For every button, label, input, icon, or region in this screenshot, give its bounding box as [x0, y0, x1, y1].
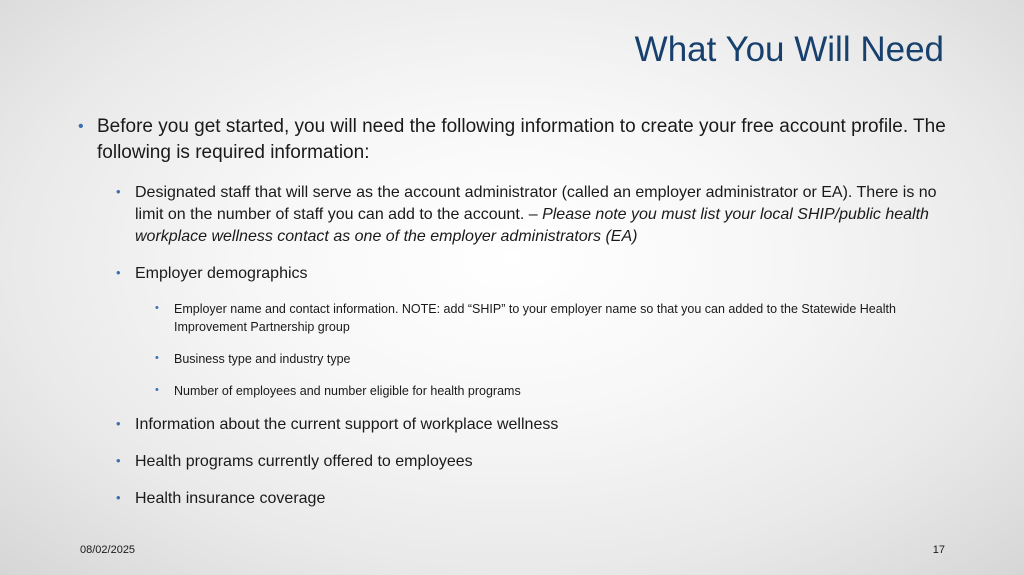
bullet-dot-icon: • [155, 384, 159, 396]
bullet-level2 [116, 263, 955, 285]
bullet-text: Health insurance coverage [135, 490, 326, 507]
bullet-text: Employer name and contact information. NOTE: add “SHIP” to your employer name so that you can added to the Statewide Health Improvement Partnership group [174, 302, 896, 334]
bullet-level2 [116, 182, 955, 248]
bullet-text: Information about the current support of workplace wellness [135, 416, 559, 433]
bullet-dot-icon: • [155, 352, 159, 364]
bullet-dot-icon: • [116, 453, 121, 468]
bullet-text: Employer demographics [135, 265, 308, 282]
bullet-dot-icon: • [116, 265, 121, 280]
bullet-dot-icon: • [116, 490, 121, 505]
bullet-level2 [116, 451, 955, 473]
bullet-dot-icon: • [116, 416, 121, 431]
bullet-text: Number of employees and number eligible for health programs [174, 384, 521, 398]
footer-date: 08/02/2025 [80, 544, 136, 556]
bullet-level3 [155, 300, 934, 336]
page-number: 17 [932, 544, 945, 556]
bullet-dot-icon: • [116, 184, 121, 199]
bullet-note-italic: Please note you must list your local SHIP/public health workplace wellness contact as one of the employer administrators (EA) [135, 206, 929, 245]
bullet-level3 [155, 382, 934, 400]
bullet-dot-icon: • [155, 302, 159, 314]
bullet-dot-icon: • [78, 118, 84, 135]
bullet-text: Health programs currently offered to employees [135, 453, 473, 470]
slide-content [78, 114, 948, 525]
bullet-text: Before you get started, you will need the following information to create your free account profile. The following is required information: [97, 116, 946, 163]
bullet-level2 [116, 414, 955, 436]
slide-title: What You Will Need [634, 30, 944, 69]
bullet-text: Business type and industry type [174, 352, 351, 366]
bullet-level3 [155, 350, 934, 368]
bullet-level1 [78, 114, 948, 166]
bullet-level2 [116, 488, 955, 510]
bullet-text: Designated staff that will serve as the account administrator (called an employer administrator or EA). There is no limit on the number of staff you can add to the account. – [135, 184, 937, 223]
